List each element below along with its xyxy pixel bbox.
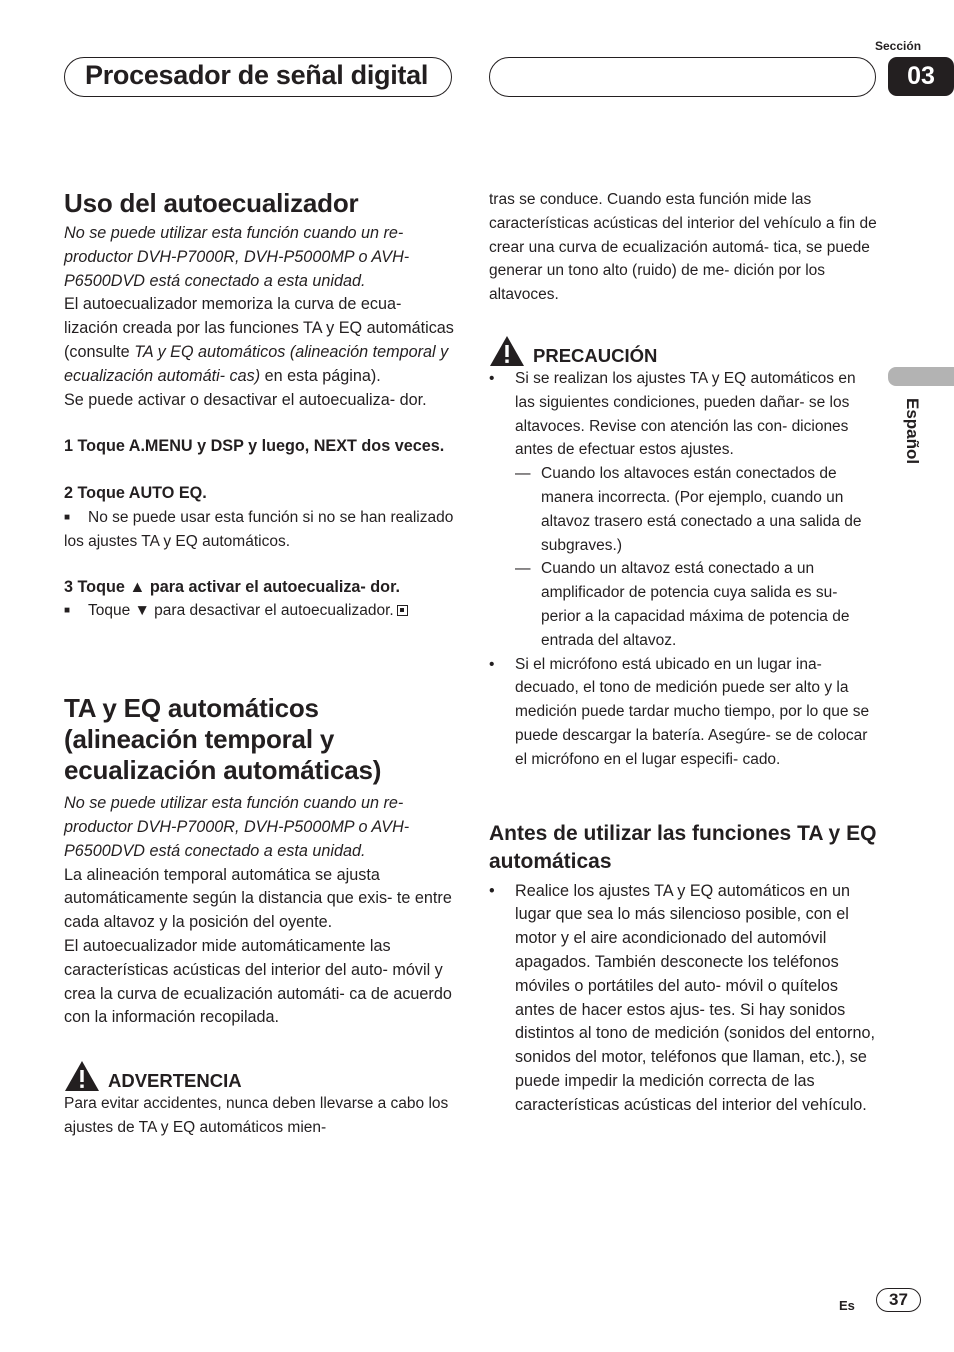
list-item: — Cuando un altavoz está conectado a un amplificador de potencia cuya salida es su- perior a la capacidad máxima de potencia de entrada del altavoz. xyxy=(515,557,879,652)
header-empty-box xyxy=(489,57,876,97)
warning-text: Para evitar accidentes, nunca deben llevarse a cabo los ajustes de TA y EQ automáticos mien- xyxy=(64,1095,449,1136)
caution-heading: PRECAUCIÓN xyxy=(489,335,879,367)
taeq-intro: No se puede utilizar esta función cuando un re- productor DVH-P7000R, DVH-P5000MP o AVH- P6500DVD está conectado a esta unidad. xyxy=(64,794,410,860)
header-title-box xyxy=(64,57,452,97)
before-list xyxy=(489,880,879,1118)
language-tab xyxy=(888,367,954,386)
footer-language-code: Es xyxy=(839,1298,855,1313)
step-2-note: ■ No se puede usar esta función si no se han realizado los ajustes TA y EQ automáticos. xyxy=(64,506,454,554)
caution-list xyxy=(489,367,879,772)
step-3: 3 Toque ▲ para activar el autoecualiza- dor. xyxy=(64,577,400,596)
list-item: • Si el micrófono está ubicado en un lugar ina- decuado, el tono de medición puede ser alto y la medición puede tardar mucho tiempo, por lo que se puede descargar la batería. Asegúre- se de colocar el micrófono en el lugar especifi- cado. xyxy=(489,653,879,772)
right-column xyxy=(489,188,879,1118)
left-column xyxy=(64,188,454,1140)
square-bullet-icon: ■ xyxy=(64,511,71,523)
section-badge: 03 xyxy=(888,57,954,96)
autoeq-intro: No se puede utilizar esta función cuando un re- productor DVH-P7000R, DVH-P5000MP o AVH- P6500DVD está conectado a esta unidad. xyxy=(64,224,410,290)
square-bullet-icon: ■ xyxy=(64,605,71,617)
warning-heading: ADVERTENCIA xyxy=(64,1060,454,1092)
caution-triangle-icon xyxy=(489,335,525,367)
taeq-paragraph-2: El autoecualizador mide automáticamente las características acústicas del interior del auto- móvil y crea la curva de ecualización automáti- ca de acuerdo con la información recopilada. xyxy=(64,936,452,1027)
autoeq-paragraph-2: Se puede activar o desactivar el autoecualiza- dor. xyxy=(64,390,427,409)
warning-triangle-icon xyxy=(64,1060,100,1092)
page-title: Procesador de señal digital xyxy=(85,60,429,90)
step-1: 1 Toque A.MENU y DSP y luego, NEXT dos veces. xyxy=(64,437,445,456)
taeq-paragraph-1: La alineación temporal automática se ajusta automáticamente según la distancia que exis- te entre cada altavoz y la posición del oyente. xyxy=(64,865,452,932)
section-label: Sección xyxy=(875,39,922,53)
autoeq-heading: Uso del autoecualizador xyxy=(64,188,359,218)
autoeq-paragraph-1: El autoecualizador memoriza la curva de ecua- lización creada por las funciones TA y EQ automáticas (consulte TA y EQ automáticos (alineación temporal y ecualización automáti- cas) en esta página). xyxy=(64,295,454,385)
before-heading: Antes de utilizar las funciones TA y EQ automáticas xyxy=(489,821,877,873)
list-item: — Cuando los altavoces están conectados de manera incorrecta. (Por ejemplo, cuando un altavoz trasero está conectado a una salida de subgraves.) xyxy=(515,462,879,557)
warning-text-continued: tras se conduce. Cuando esta función mide las características acústicas del interior del vehículo a fin de crear una curva de ecualización automá- tica, se puede generar un tono alto (ruido) de me- dición por los altavoces. xyxy=(489,191,877,304)
end-mark-icon xyxy=(397,605,408,616)
list-item: • Si se realizan los ajustes TA y EQ automáticos en las siguientes condiciones, pueden dañar- se los altavoces. Revise con atención las con- diciones antes de efectuar estos ajustes. — Cuando los altavoces están conectados de manera incorrecta. (Por ejemplo, cuando un altavoz trasero está conectado a una salida de subgraves.) — Cuando un altavoz está conectado a un amplificador de potencia cuya salida es su- perior a la capacidad máxima de potencia de entrada del altavoz. xyxy=(489,367,879,653)
taeq-heading: TA y EQ automáticos (alineación temporal y ecualización automáticas) xyxy=(64,693,382,786)
language-label: Español xyxy=(903,398,922,465)
step-3-note: ■ Toque ▼ para desactivar el autoecualizador. xyxy=(64,599,454,623)
step-2: 2 Toque AUTO EQ. xyxy=(64,484,207,503)
page-number: 37 xyxy=(876,1288,921,1312)
caution-sublist xyxy=(515,462,879,652)
list-item: • Realice los ajustes TA y EQ automáticos en un lugar que sea lo más silencioso posible, con el motor y el aire acondicionado del automóvil apagados. También desconecte los teléfonos móviles o portátiles del auto- móvil o quítelos antes de hacer estos ajus- tes. Si hay sonidos distintos al tono de medición (sonidos del entorno, sonidos del motor, teléfonos que llaman, etc.), se puede impedir la medición correcta de las características acústicas del interior del vehículo. xyxy=(489,880,879,1118)
